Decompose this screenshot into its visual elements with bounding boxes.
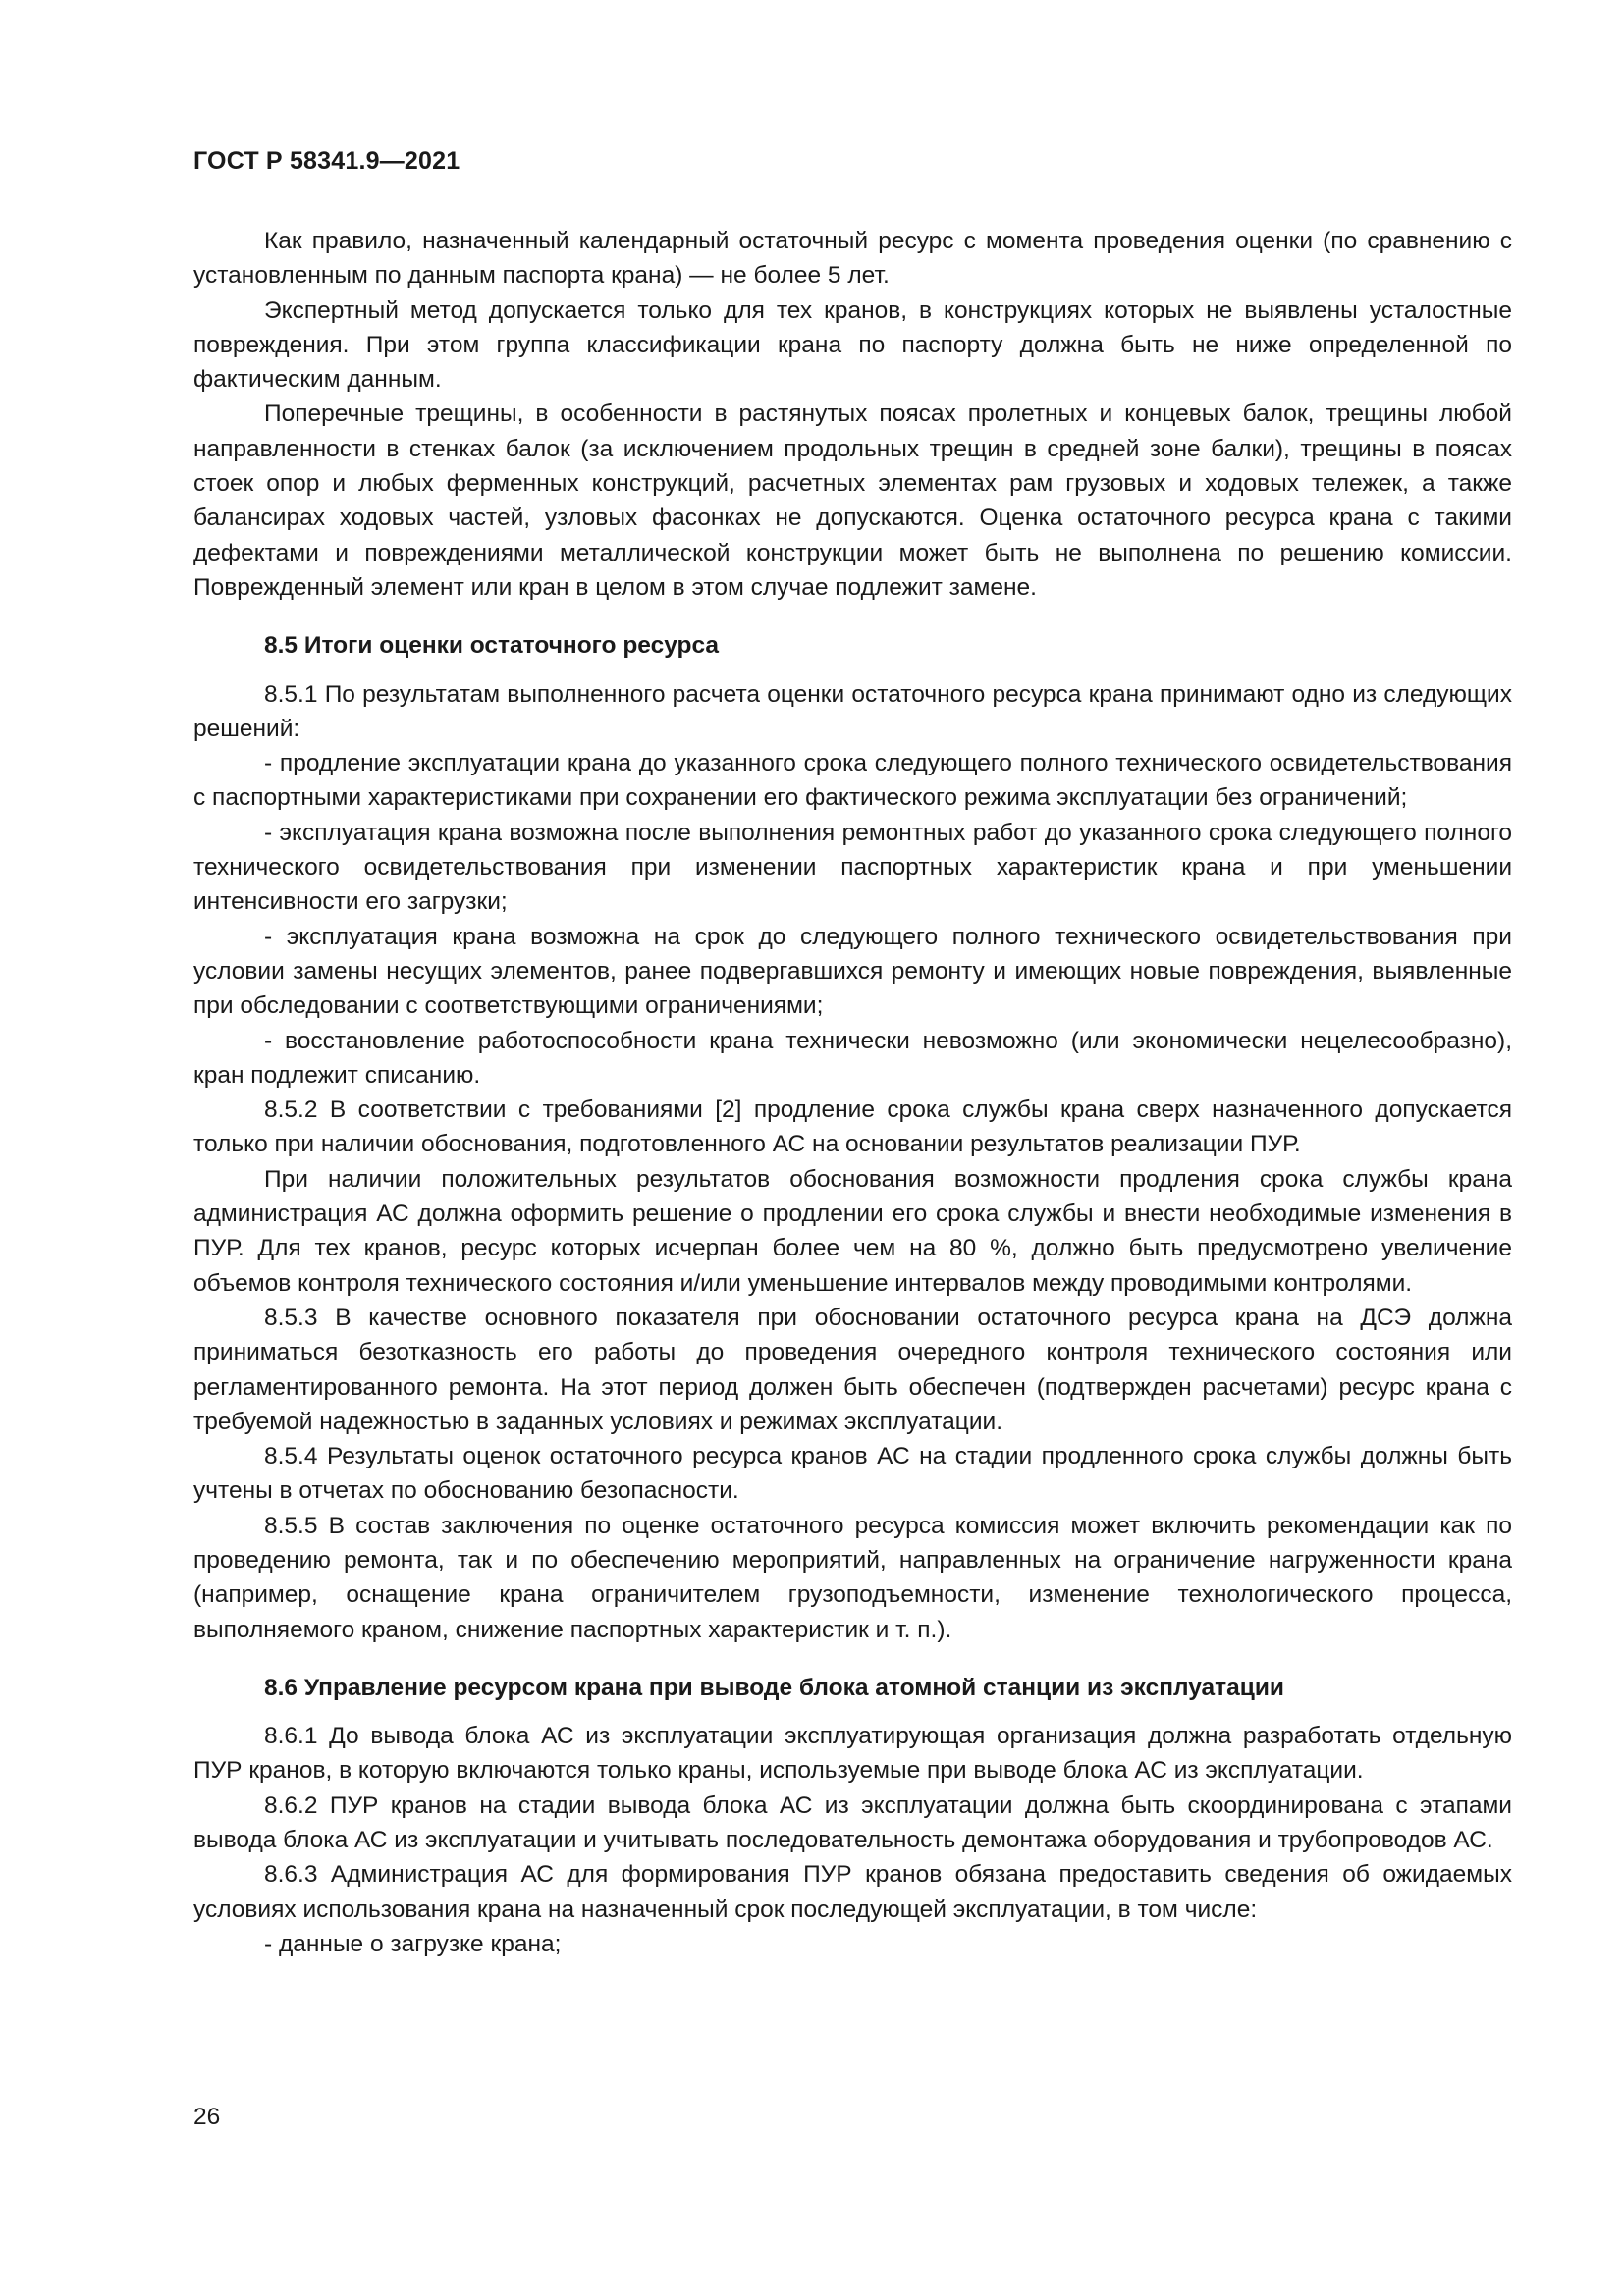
document-code-header: ГОСТ Р 58341.9—2021 [193, 147, 460, 175]
page-number: 26 [193, 2104, 221, 2130]
paragraph: 8.6.1 До вывода блока АС из эксплуатации эксплуатирующая организация должна разработать отдельную ПУР кранов, в которую включаются только краны, используемые при выводе блока АС из эксплуатации. [193, 1723, 1512, 1785]
list-item: - восстановление работоспособности крана технически невозможно (или экономически нецелесообразно), кран подлежит списанию. [193, 1027, 1512, 1089]
paragraph: 8.6.2 ПУР кранов на стадии вывода блока АС из эксплуатации должна быть скоординирована с этапами вывода блока АС из эксплуатации и учитывать последовательность демонтажа оборудования и трубопроводов АС. [193, 1791, 1512, 1854]
paragraph: 8.5.4 Результаты оценок остаточного ресурса кранов АС на стадии продленного срока службы должны быть учтены в отчетах по обоснованию безопасности. [193, 1443, 1512, 1505]
section-heading-8-6: 8.6 Управление ресурсом крана при выводе блока атомной станции из эксплуатации [264, 1674, 1284, 1701]
paragraph: Как правило, назначенный календарный остаточный ресурс с момента проведения оценки (по сравнению с установленным по данным паспорта крана) — не более 5 лет. [193, 228, 1512, 290]
paragraph: 8.5.1 По результатам выполненного расчета оценки остаточного ресурса крана принимают одно из следующих решений: [193, 680, 1512, 742]
paragraph: 8.5.5 В состав заключения по оценке остаточного ресурса комиссия может включить рекомендации как по проведению ремонта, так и по обеспечению мероприятий, направленных на ограничение нагруженности крана (например, оснащение крана ограничителем грузоподъемности, изменение технологического процесса, выполняемого краном, снижение паспортных характеристик и т. п.). [193, 1512, 1512, 1643]
paragraph: 8.5.3 В качестве основного показателя при обосновании остаточного ресурса крана на ДСЭ должна приниматься безотказность его работы до проведения очередного контроля технического состояния или регламентированного ремонта. На этот период должен быть обеспечен (подтвержден расчетами) ресурс крана с требуемой надежностью в заданных условиях и режимах эксплуатации. [193, 1304, 1512, 1435]
list-item: - продление эксплуатации крана до указанного срока следующего полного технического освидетельствования с паспортными характеристиками при сохранении его фактического режима эксплуатации без ограничений; [193, 750, 1512, 812]
paragraph: Экспертный метод допускается только для тех кранов, в конструкциях которых не выявлены усталостные повреждения. При этом группа классификации крана по паспорту должна быть не ниже определенной по фактическим данным. [193, 296, 1512, 394]
paragraph: 8.6.3 Администрация АС для формирования ПУР кранов обязана предоставить сведения об ожидаемых условиях использования крана на назначенный срок последующей эксплуатации, в том числе: [193, 1861, 1512, 1923]
list-item: - эксплуатация крана возможна на срок до следующего полного технического освидетельствования при условии замены несущих элементов, ранее подвергавшихся ремонту и имеющих новые повреждения, выявленные при обследовании с соответствующими ограничениями; [193, 923, 1512, 1020]
paragraph: При наличии положительных результатов обоснования возможности продления срока службы крана администрация АС должна оформить решение о продлении его срока службы и внести необходимые изменения в ПУР. Для тех кранов, ресурс которых исчерпан более чем на 80 %, должно быть предусмотрено увеличение объемов контроля технического состояния и/или уменьшение интервалов между проводимыми контролями. [193, 1165, 1512, 1297]
section-heading-8-5: 8.5 Итоги оценки остаточного ресурса [264, 632, 720, 660]
list-item: - данные о загрузке крана; [264, 1930, 562, 1957]
paragraph: 8.5.2 В соответствии с требованиями [2] продление срока службы крана сверх назначенного допускается только при наличии обоснования, подготовленного АС на основании результатов реализации ПУР. [193, 1096, 1512, 1158]
list-item: - эксплуатация крана возможна после выполнения ремонтных работ до указанного срока следующего полного технического освидетельствования при изменении паспортных характеристик крана и при уменьшении интенсивности его загрузки; [193, 819, 1512, 916]
paragraph: Поперечные трещины, в особенности в растянутых поясах пролетных и концевых балок, трещины любой направленности в стенках балок (за исключением продольных трещин в средней зоне балки), трещины в поясах стоек опор и любых ферменных конструкций, расчетных элементах рам грузовых и ходовых тележек, а также балансирах ходовых частей, узловых фасонках не допускаются. Оценка остаточного ресурса крана с такими дефектами и повреждениями металлической конструкции может быть не выполнена по решению комиссии. Поврежденный элемент или кран в целом в этом случае подлежит замене. [193, 400, 1512, 601]
document-body [193, 224, 1512, 1961]
